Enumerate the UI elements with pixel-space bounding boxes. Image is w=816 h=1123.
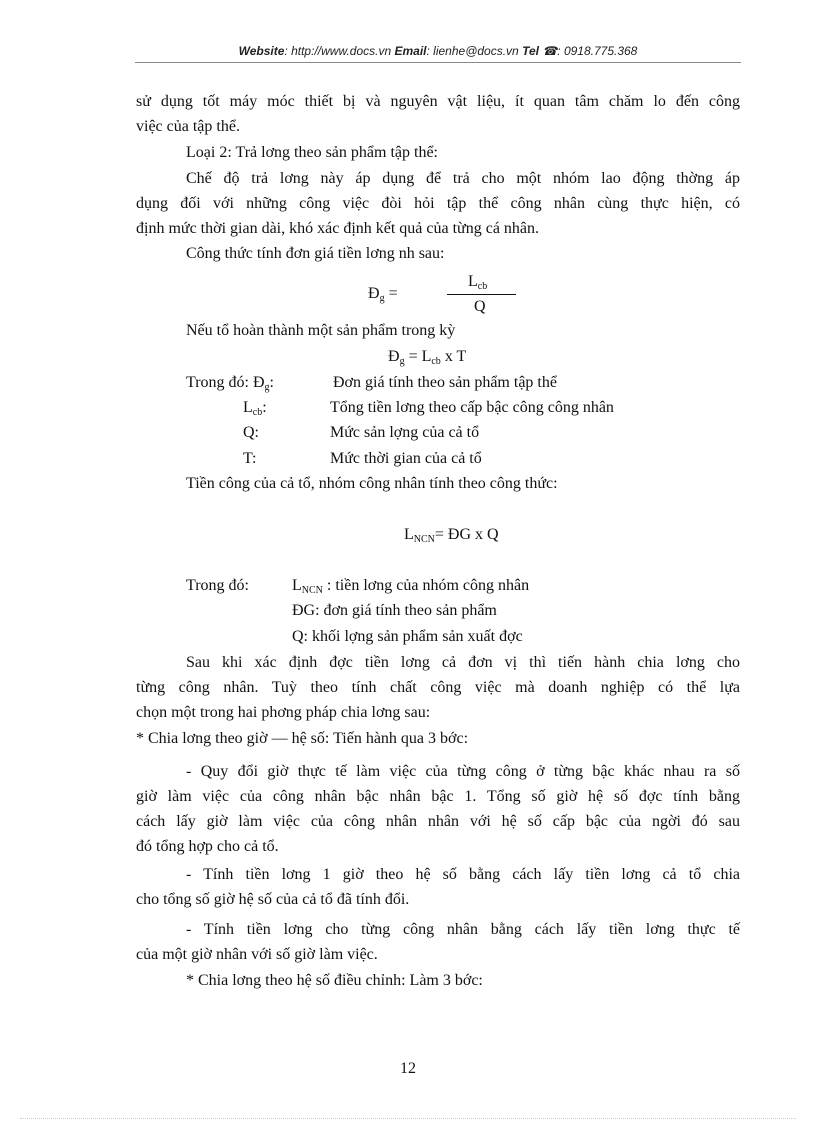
formula-2: $Đ_g = L_{cb}$ x T	[388, 348, 467, 367]
text-line: đó tổng hợp cho cả tổ.	[136, 838, 279, 855]
tel-label: Tel	[522, 44, 539, 58]
phone-icon: ☎	[542, 44, 558, 58]
text-line: cách lấy giờ làm việc của công nhân nhân với hệ số cấp bậc của ngời đó sau	[136, 813, 740, 830]
text-line: Chế độ trả lơng này áp dụng để trả cho một nhóm lao động thờng áp	[186, 170, 740, 187]
text-line: sử dụng tốt máy móc thiết bị và nguyên vật liệu, ít quan tâm chăm lo đến công	[136, 93, 740, 110]
fraction-bar	[447, 294, 516, 295]
header-rule	[135, 62, 741, 63]
definition-label: Trong đó: $Đ_g$:	[186, 374, 274, 393]
definition-text: $L_{NCN}$ : tiền lơng của nhóm công nhân	[292, 577, 530, 596]
definition-label: Trong đó:	[186, 577, 249, 594]
definition-symbol: T:	[243, 450, 257, 467]
section-heading: * Chia lơng theo hệ số điều chỉnh: Làm 3 bớc:	[186, 972, 483, 989]
section-heading: Loại 2: Trả lơng theo sản phẩm tập thể:	[186, 144, 438, 161]
text-line: của một giờ nhân với số giờ làm việc.	[136, 946, 378, 963]
page-header	[135, 44, 741, 58]
tel-value: : 0918.775.368	[557, 44, 638, 58]
text-line: từng công nhân. Tuỳ theo tính chất công việc mà doanh nghiệp có thể lựa	[136, 679, 740, 696]
text-line: Sau khi xác định đợc tiền lơng cả đơn vị thì tiến hành chia lơng cho	[186, 654, 740, 671]
definition-text: ĐG: đơn giá tính theo sản phẩm	[292, 602, 497, 619]
page-bottom-border	[20, 1118, 796, 1119]
definition-text: Đơn giá tính theo sản phẩm tập thể	[333, 374, 557, 391]
formula-denominator: Q	[474, 298, 486, 315]
text-line: dụng đối với những công việc đòi hỏi tập thể công nhân cùng thực hiện, có	[136, 195, 740, 212]
text-line: định mức thời gian dài, khó xác định kết quả của từng cá nhân.	[136, 220, 540, 237]
formula-numerator: $L_{cb}$	[468, 273, 488, 292]
formula-3: $L_{NCN}=$ ĐG x Q	[404, 526, 499, 545]
website-url: : http://www.docs.vn	[284, 44, 392, 58]
text-line: cho tổng số giờ hệ số của cả tổ đã tính đổi.	[136, 891, 410, 908]
text-line: chọn một trong hai phơng pháp chia lơng sau:	[136, 704, 431, 721]
text-line: Công thức tính đơn giá tiền lơng nh sau:	[186, 245, 445, 262]
definition-text: Mức sản lợng của cả tổ	[330, 424, 480, 441]
definition-symbol: $L_{cb}$:	[243, 399, 267, 418]
text-line: việc của tập thể.	[136, 118, 240, 135]
bullet-line: - Quy đổi giờ thực tế làm việc của từng công ở từng bậc khác nhau ra số	[186, 763, 740, 780]
text-line: giờ làm việc của công nhân bậc nhân bậc 1. Tổng số giờ hệ số đợc tính bằng	[136, 788, 740, 805]
website-label: Website	[238, 44, 285, 58]
email-label: Email	[394, 44, 427, 58]
text-line: Tiền công của cả tổ, nhóm công nhân tính theo công thức:	[186, 475, 558, 492]
definition-text: Q: khối lợng sản phẩm sản xuất đợc	[292, 628, 523, 645]
bullet-line: - Tính tiền lơng cho từng công nhân bằng cách lấy tiền lơng thực tế	[186, 921, 740, 938]
page-number: 12	[400, 1060, 416, 1077]
formula-lhs: $Đ_g$ =	[368, 285, 398, 304]
bullet-line: - Tính tiền lơng 1 giờ theo hệ số bằng cách lấy tiền lơng cả tổ chia	[186, 866, 740, 883]
definition-text: Tổng tiền lơng theo cấp bậc công công nhân	[330, 399, 614, 416]
definition-symbol: Q:	[243, 424, 259, 441]
text-line: Nếu tổ hoàn thành một sản phẩm trong kỳ	[186, 322, 456, 339]
email-value: : lienhe@docs.vn	[426, 44, 519, 58]
definition-text: Mức thời gian của cả tổ	[330, 450, 482, 467]
section-heading: * Chia lơng theo giờ — hệ số: Tiến hành qua 3 bớc:	[136, 730, 469, 747]
